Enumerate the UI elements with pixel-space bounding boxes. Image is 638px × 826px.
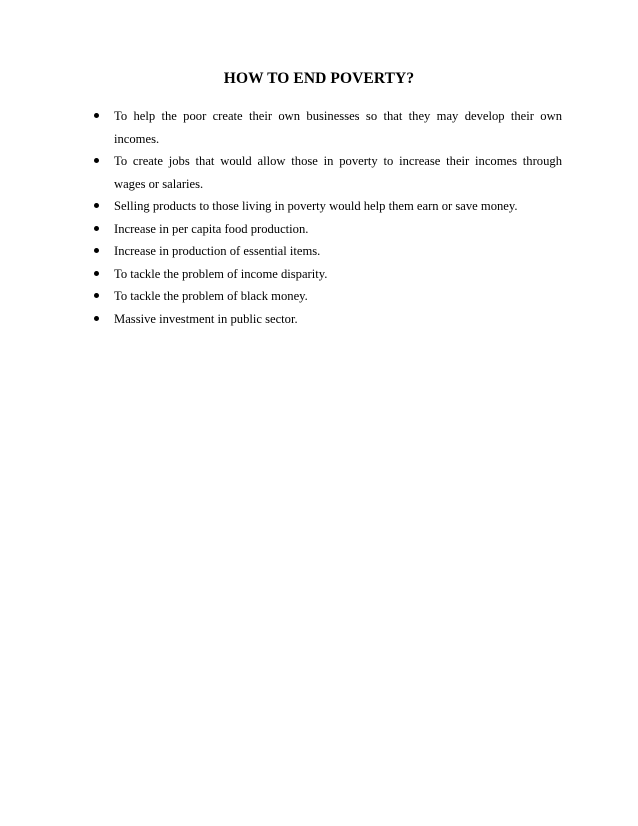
list-item-text: To tackle the problem of black money.	[114, 289, 308, 303]
list-item	[94, 285, 562, 308]
bullet-icon	[94, 248, 99, 253]
list-item	[94, 218, 562, 241]
list-item	[94, 263, 562, 286]
list-item	[94, 195, 562, 218]
list-item-text: To help the poor create their own businesses so that they may develop their own incomes.	[114, 109, 562, 146]
list-item-text: Increase in per capita food production.	[114, 221, 309, 236]
bullet-list	[94, 105, 562, 330]
list-item-text: To tackle the problem of income disparity.	[114, 266, 328, 281]
list-item-text: Selling products to those living in poverty would help them earn or save money.	[114, 199, 518, 213]
bullet-icon	[94, 271, 99, 276]
bullet-icon	[94, 226, 99, 231]
list-item-text: Massive investment in public sector.	[114, 311, 298, 326]
list-item-text: Increase in production of essential items.	[114, 244, 321, 258]
list-item	[94, 150, 562, 195]
list-item	[94, 240, 562, 263]
bullet-icon	[94, 203, 99, 208]
bullet-icon	[94, 316, 99, 321]
bullet-icon	[94, 293, 99, 298]
page-title: HOW TO END POVERTY?	[223, 70, 415, 87]
list-item	[94, 308, 562, 331]
bullet-icon	[94, 113, 99, 118]
list-item	[94, 105, 562, 150]
list-item-text: To create jobs that would allow those in poverty to increase their incomes through wages or salaries.	[114, 154, 562, 191]
bullet-icon	[94, 158, 99, 163]
